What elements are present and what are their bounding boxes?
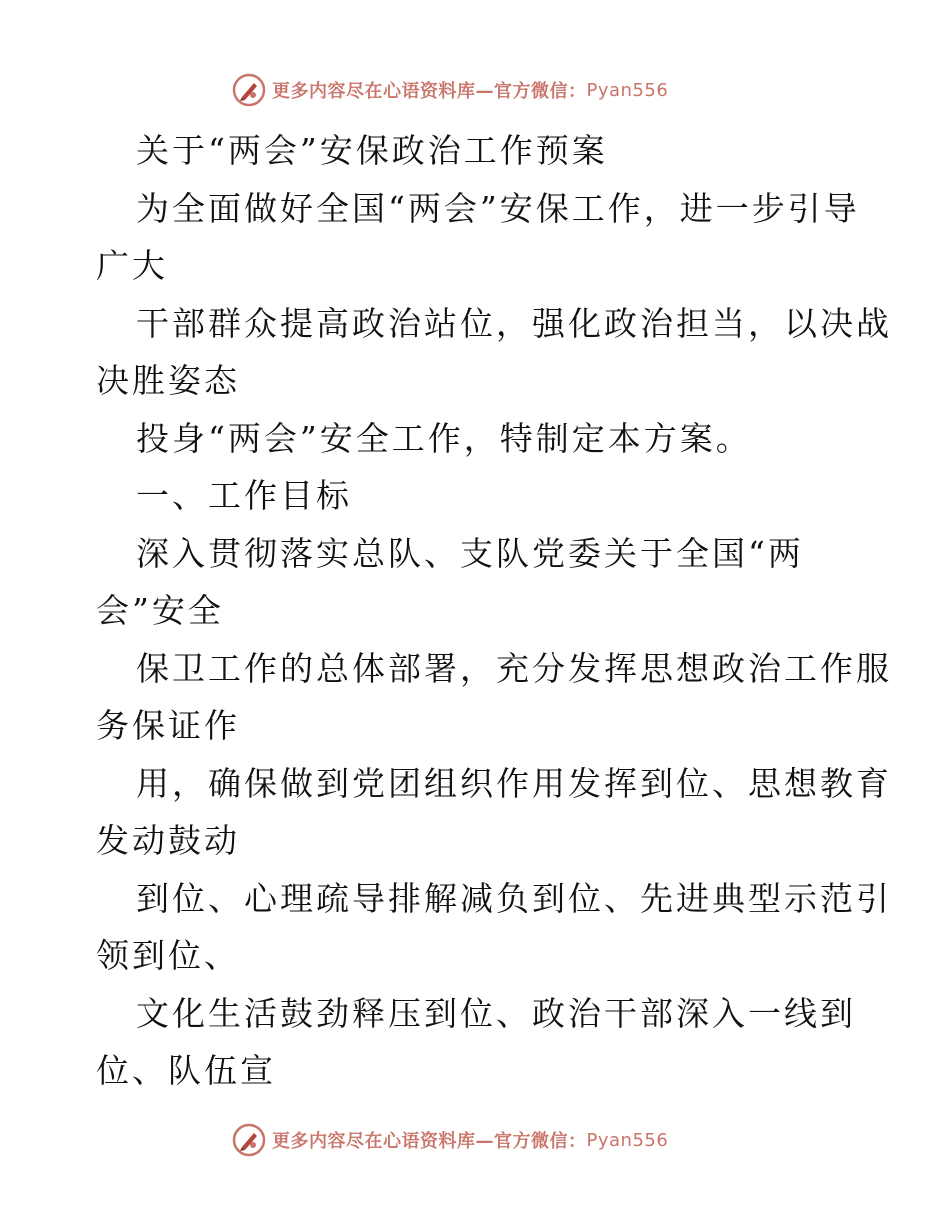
footer-watermark <box>232 1122 752 1158</box>
pen-seal-icon <box>232 73 266 107</box>
text-line: 广大 <box>96 246 168 285</box>
pen-seal-icon <box>232 1123 266 1157</box>
text-line: 投身“两会”安全工作，特制定本方案。 <box>136 418 752 458</box>
text-line: 位、队伍宣 <box>96 1051 276 1090</box>
text-line: 领到位、 <box>96 936 240 975</box>
text-line: 务保证作 <box>96 706 240 745</box>
section-heading: 一、工作目标 <box>136 476 352 515</box>
text-line: 发动鼓动 <box>96 821 240 860</box>
watermark-id: Pyan556 <box>586 79 669 101</box>
text-line: 会”安全 <box>96 591 224 630</box>
text-line: 决胜姿态 <box>96 361 240 400</box>
document-title: 关于“两会”安保政治工作预案 <box>136 131 608 170</box>
text-line: 到位、心理疏导排解减负到位、先进典型示范引 <box>136 878 892 918</box>
text-line: 文化生活鼓劲释压到位、政治干部深入一线到 <box>136 993 856 1033</box>
text-line: 用，确保做到党团组织作用发挥到位、思想教育 <box>136 763 892 803</box>
watermark-text: 更多内容尽在心语资料库—官方微信： <box>272 81 587 102</box>
text-line: 保卫工作的总体部署，充分发挥思想政治工作服 <box>136 648 892 688</box>
document-body <box>96 122 892 1100</box>
text-line: 干部群众提高政治站位，强化政治担当，以决战 <box>136 303 892 343</box>
watermark-text: 更多内容尽在心语资料库—官方微信： <box>272 1131 587 1152</box>
header-watermark <box>232 72 752 108</box>
text-line: 深入贯彻落实总队、支队党委关于全国“两 <box>136 533 804 573</box>
watermark-id: Pyan556 <box>586 1129 669 1151</box>
text-line: 为全面做好全国“两会”安保工作，进一步引导 <box>136 188 860 228</box>
